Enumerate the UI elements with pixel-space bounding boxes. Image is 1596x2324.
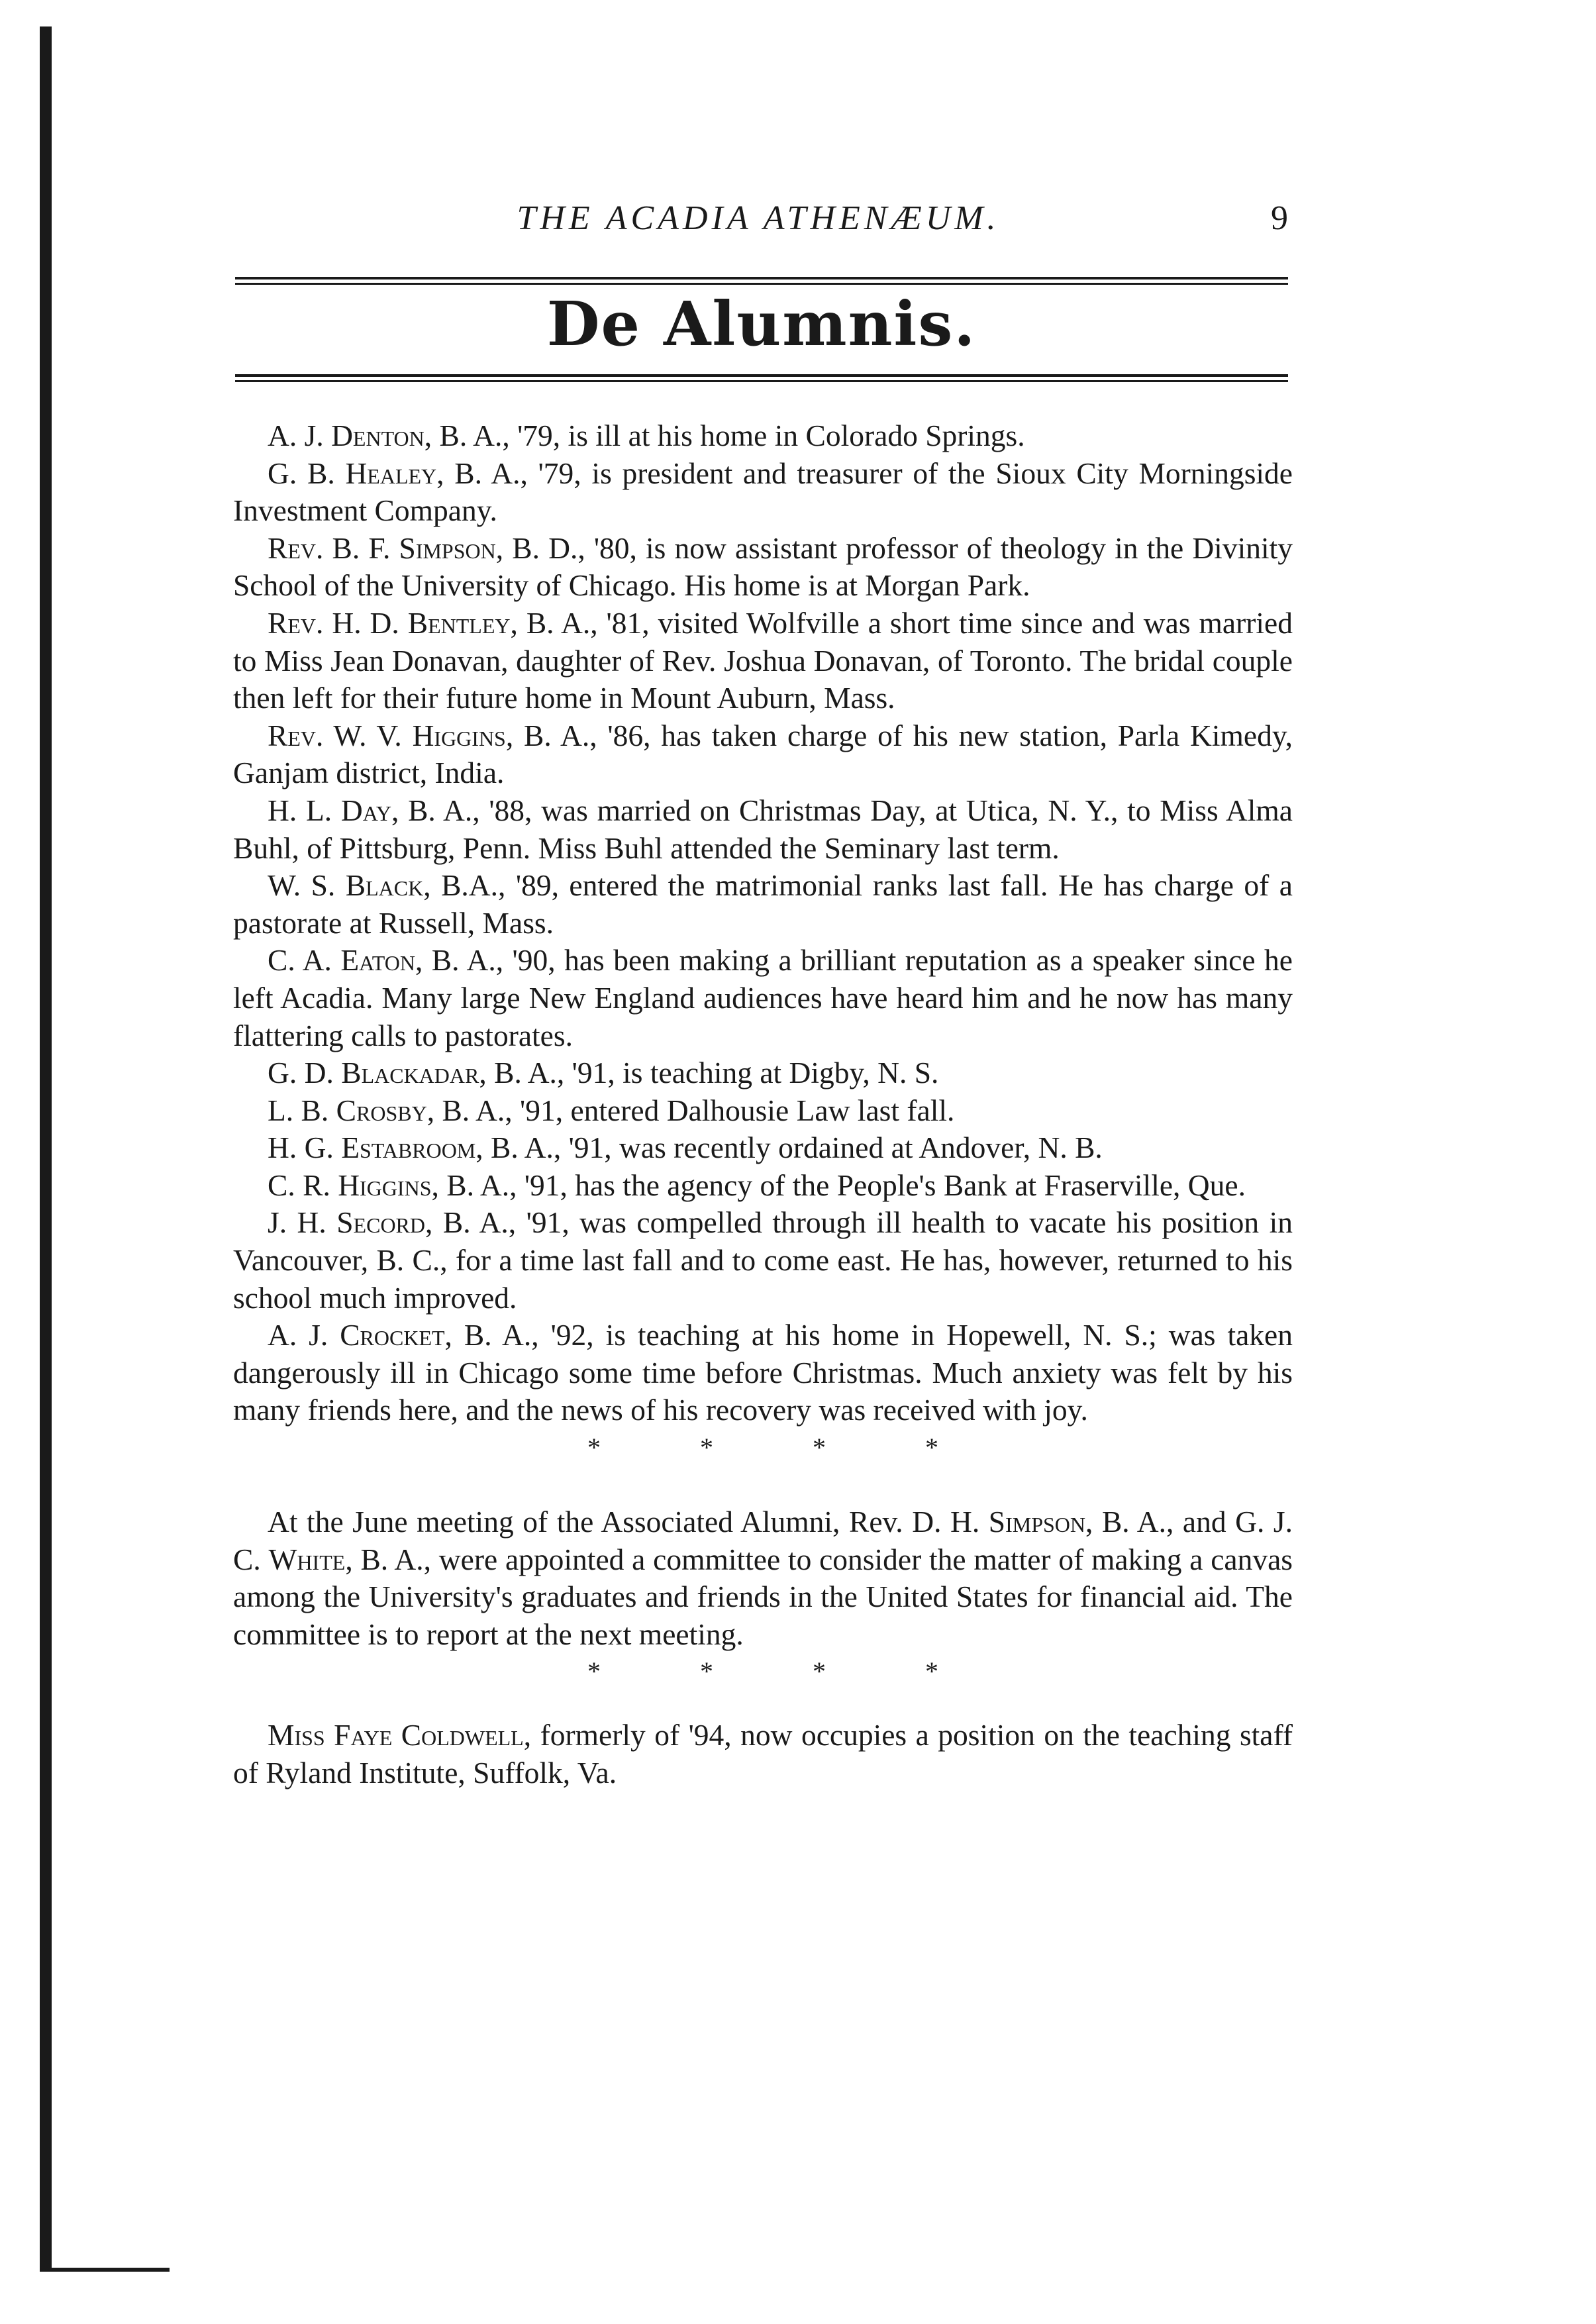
alumni-entry	[233, 530, 1293, 605]
alumni-entry	[233, 942, 1293, 1054]
alumni-name: L. B. Crosby	[268, 1093, 427, 1127]
alumni-name: J. H. Secord	[268, 1205, 426, 1240]
alumni-entry	[233, 867, 1293, 942]
alumni-text: , B. A., '91, has the agency of the People's Bank at Fraserville, Que.	[431, 1168, 1246, 1202]
alumni-name: Rev. W. V. Higgins	[268, 718, 506, 752]
alumni-name: H. L. Day	[268, 793, 391, 827]
alumni-text: , B. A., '88, was married on Christmas Day, at Utica, N. Y., to Miss Alma Buhl, of Pittsburg, Penn. Miss Buhl attended the Seminary last term.	[233, 793, 1293, 865]
section-title: De Alumnis.	[546, 288, 977, 360]
notice-name: Miss Faye Coldwell	[268, 1718, 524, 1752]
alumni-entry	[233, 1054, 1293, 1092]
section-separator: * * * *	[587, 1433, 985, 1463]
alumni-entry	[233, 417, 1293, 455]
alumni-name: Rev. B. F. Simpson	[268, 530, 496, 565]
alumni-text: , B. A., '81, visited Wolfville a short time since and was married to Miss Jean Donavan, daughter of Rev. Joshua Donavan, of Toronto. The bridal couple then left for their future home in Mount Auburn, Mass.	[233, 605, 1293, 715]
alumni-text: , B. A., '79, is president and treasurer of the Sioux City Morningside Investment Company.	[233, 456, 1293, 528]
notice-name: White	[268, 1542, 346, 1576]
alumni-text: , B. A., '92, is teaching at his home in Hopewell, N. S.; was taken dangerously ill in Chicago some time before Christmas. Much anxiety was felt by his many friends here, and the news of his recovery was received with joy.	[233, 1318, 1293, 1427]
running-header	[228, 199, 1288, 245]
running-title: THE ACADIA ATHENÆUM.	[517, 199, 1000, 237]
alumni-text: , B. A., '86, has taken charge of his new station, Parla Kimedy, Ganjam district, India.	[233, 718, 1293, 790]
scan-edge-bar	[40, 26, 52, 2272]
alumni-name: A. J. Crocket	[268, 1318, 445, 1352]
alumni-entry	[233, 1204, 1293, 1317]
alumni-name: A. J. Denton	[268, 419, 424, 452]
alumni-text: , B. D., '80, is now assistant professor of theology in the Divinity School of the University of Chicago. His home is at Morgan Park.	[233, 530, 1293, 603]
alumni-name: W. S. Black	[268, 868, 424, 903]
alumni-entry	[233, 1317, 1293, 1429]
header-rule-bottom	[235, 374, 1288, 382]
alumni-entry	[233, 717, 1293, 792]
page-number: 9	[1271, 199, 1288, 237]
alumni-text: , B.A., '89, entered the matrimonial ranks last fall. He has charge of a pastorate at Russell, Mass.	[233, 868, 1293, 940]
alumni-name: H. G. Estabroom	[268, 1131, 476, 1165]
article-body	[233, 417, 1293, 1792]
notice-paragraph: Miss Faye Coldwell, formerly of '94, now occupies a position on the teaching staff of Ryland Institute, Suffolk, Va.	[233, 1718, 1293, 1790]
alumni-name: Rev. H. D. Bentley	[268, 605, 511, 640]
alumni-name: C. R. Higgins	[268, 1168, 432, 1202]
alumni-entry	[233, 1129, 1293, 1167]
alumni-text: , B. A., '91, was recently ordained at Andover, N. B.	[475, 1131, 1103, 1165]
header-rule-top	[235, 277, 1288, 285]
alumni-name: G. D. Blackadar	[268, 1056, 479, 1090]
alumni-entry	[233, 455, 1293, 530]
alumni-entry	[233, 605, 1293, 717]
alumni-text: , B. A., '79, is ill at his home in Colorado Springs.	[424, 419, 1025, 452]
notice-name: Simpson	[988, 1505, 1086, 1539]
scan-edge-bottom	[44, 2268, 170, 2272]
alumni-text: , B. A., '90, has been making a brilliant reputation as a speaker since he left Acadia. Many large New England audiences have heard him and he now has many flattering calls to pastorates.	[233, 943, 1293, 1052]
alumni-text: , B. A., '91, entered Dalhousie Law last fall.	[426, 1093, 955, 1127]
alumni-name: G. B. Healey	[268, 456, 437, 490]
alumni-text: , B. A., '91, was compelled through ill health to vacate his position in Vancouver, B. C., for a time last fall and to come east. He has, however, returned to his school much improved.	[233, 1205, 1293, 1315]
section-separator: * * * *	[587, 1656, 985, 1687]
alumni-entry	[233, 1092, 1293, 1130]
alumni-entry	[233, 792, 1293, 867]
alumni-entry	[233, 1167, 1293, 1205]
notice-paragraph: At the June meeting of the Associated Alumni, Rev. D. H. Simpson, B. A., and G. J. C. White, B. A., were appointed a committee to consider the matter of making a canvas among the University's graduates and friends in the United States for financial aid. The committee is to report at the next meeting.	[233, 1505, 1293, 1651]
alumni-name: C. A. Eaton	[268, 943, 415, 978]
alumni-text: , B. A., '91, is teaching at Digby, N. S.	[479, 1056, 939, 1090]
